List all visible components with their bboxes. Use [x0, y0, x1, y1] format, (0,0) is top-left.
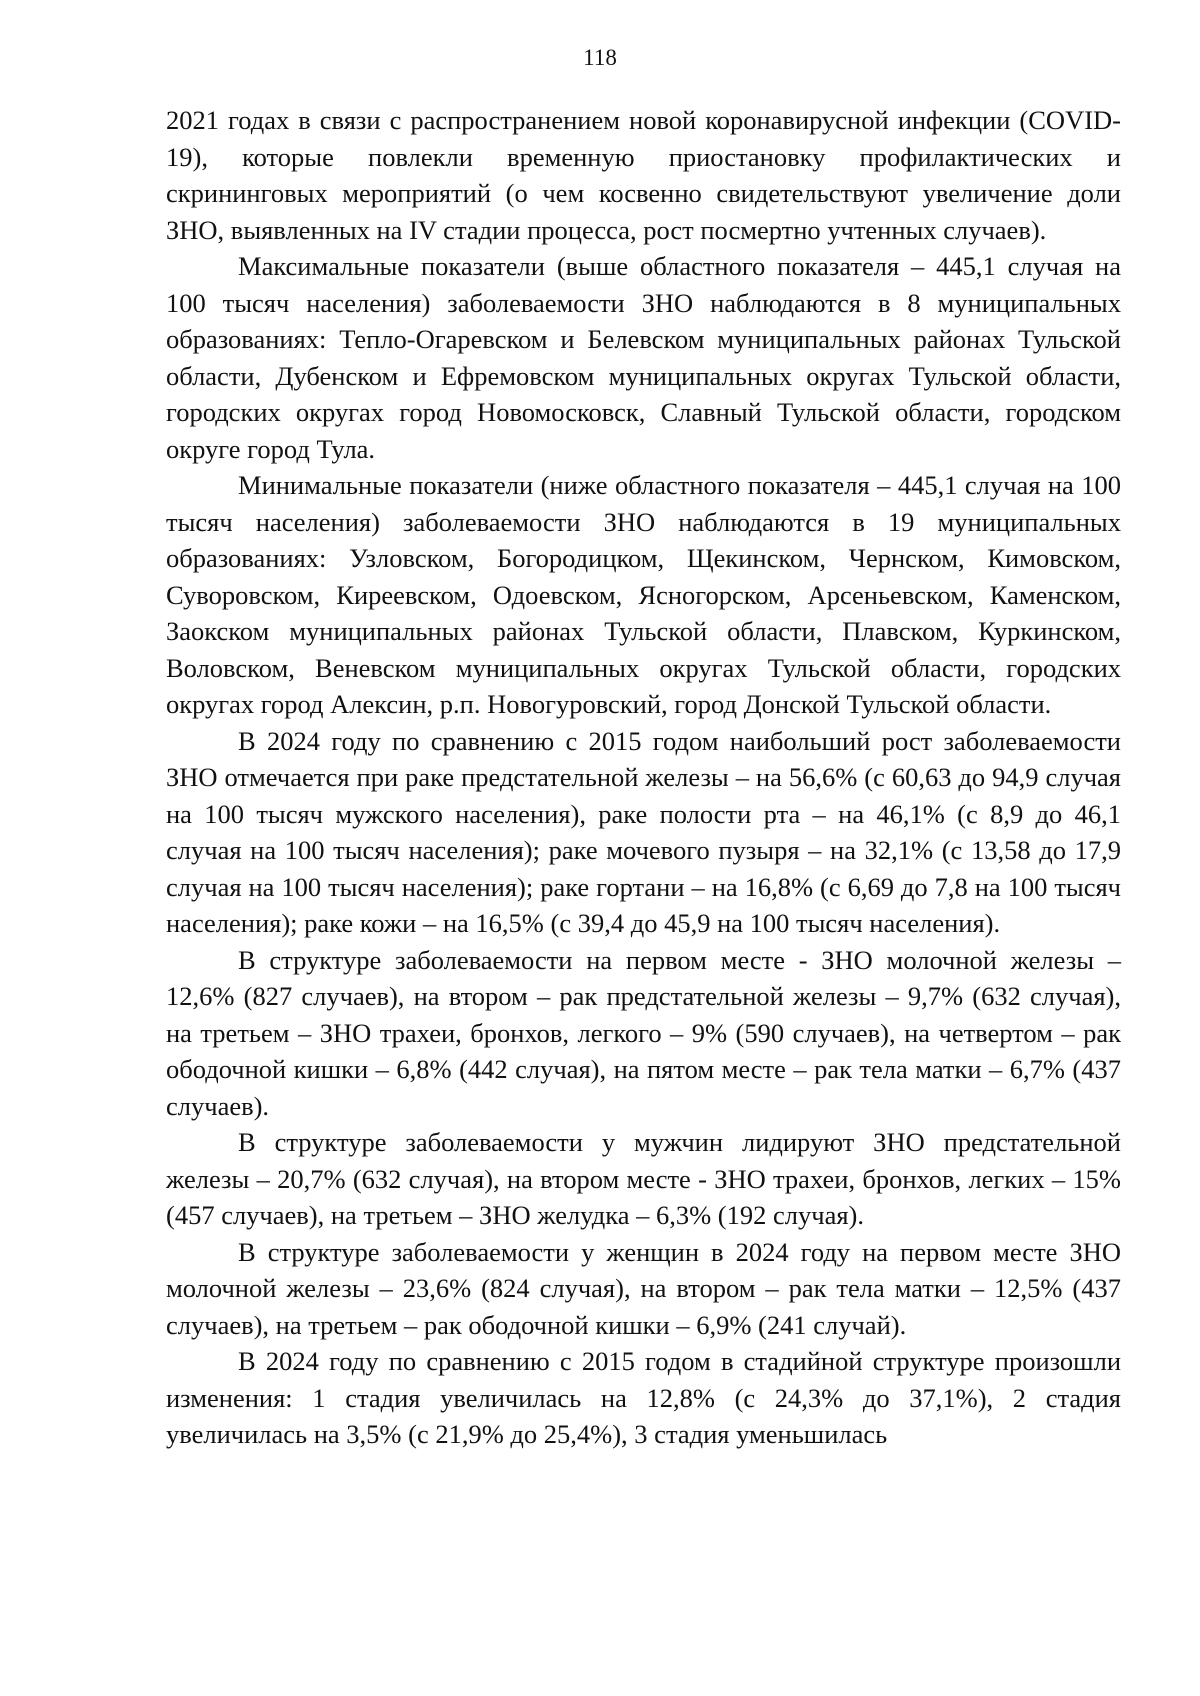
- page-number: 118: [583, 45, 617, 70]
- paragraph-female-structure: В структуре заболеваемости у женщин в 2024 году на первом месте ЗНО молочной железы – 23,6% (824 случая), на втором – рак тела матки – 12,5% (437 случаев), на третьем – рак ободочной кишки – 6,9% (241 случай).: [166, 1236, 1121, 1340]
- paragraph-covid-continuation: 2021 годах в связи с распространением новой коронавирусной инфекции (COVID-19), которые повлекли временную приостановку профилактических и скрининговых мероприятий (о чем косвенно свидетельствуют увеличение доли ЗНО, выявленных на IV стадии процесса, рост посмертно учтенных случаев).: [166, 105, 1121, 245]
- paragraph-incidence-structure: В структуре заболеваемости на первом месте - ЗНО молочной железы – 12,6% (827 случаев), на втором – рак предстательной железы – 9,7% (632 случая), на третьем – ЗНО трахеи, бронхов, легкого – 9% (590 случаев), на четвертом – рак ободочной кишки – 6,8% (442 случая), на пятом месте – рак тела матки – 6,7% (437 случаев).: [166, 944, 1121, 1121]
- paragraph-stage-structure: В 2024 году по сравнению с 2015 годом в стадийной структуре произошли изменения: 1 стадия увеличилась на 12,8% (с 24,3% до 37,1%), 2 стадия увеличилась на 3,5% (с 21,9% до 25,4%), 3 стадия уменьшилась: [166, 1346, 1121, 1449]
- paragraph-incidence-growth: В 2024 году по сравнению с 2015 годом наибольший рост заболеваемости ЗНО отмечается при раке предстательной железы – на 56,6% (с 60,63 до 94,9 случая на 100 тысяч мужского населения), раке полости рта – на 46,1% (с 8,9 до 46,1 случая на 100 тысяч населения); раке мочевого пузыря – на 32,1% (с 13,58 до 17,9 случая на 100 тысяч населения); раке гортани – на 16,8% (с 6,69 до 7,8 на 100 тысяч населения); раке кожи – на 16,5% (с 39,4 до 45,9 на 100 тысяч населения).: [166, 725, 1121, 938]
- paragraph-maximum-rates: Максимальные показатели (выше областного показателя – 445,1 случая на 100 тысяч населения) заболеваемости ЗНО наблюдаются в 8 муниципальных образованиях: Тепло-Огаревском и Белевском муниципальных районах Тульской области, Дубенском и Ефремовском муниципальных округах Тульской области, городских округах город Новомосковск, Славный Тульской области, городском округе город Тула.: [166, 251, 1121, 464]
- document-body: [166, 102, 1121, 1453]
- paragraph-male-structure: В структуре заболеваемости у мужчин лидируют ЗНО предстательной железы – 20,7% (632 случая), на втором месте - ЗНО трахеи, бронхов, легких – 15% (457 случаев), на третьем – ЗНО желудка – 6,3% (192 случая).: [166, 1127, 1121, 1230]
- paragraph-minimum-rates: Минимальные показатели (ниже областного показателя – 445,1 случая на 100 тысяч населения) заболеваемости ЗНО наблюдаются в 19 муниципальных образованиях: Узловском, Богородицком, Щекинском, Чернском, Кимовском, Суворовском, Киреевском, Одоевском, Ясногорском, Арсеньевском, Каменском, Заокском муниципальных районах Тульской области, Плавском, Куркинском, Воловском, Веневском муниципальных округах Тульской области, городских округах город Алексин, р.п. Новогуровский, город Донской Тульской области.: [166, 470, 1121, 719]
